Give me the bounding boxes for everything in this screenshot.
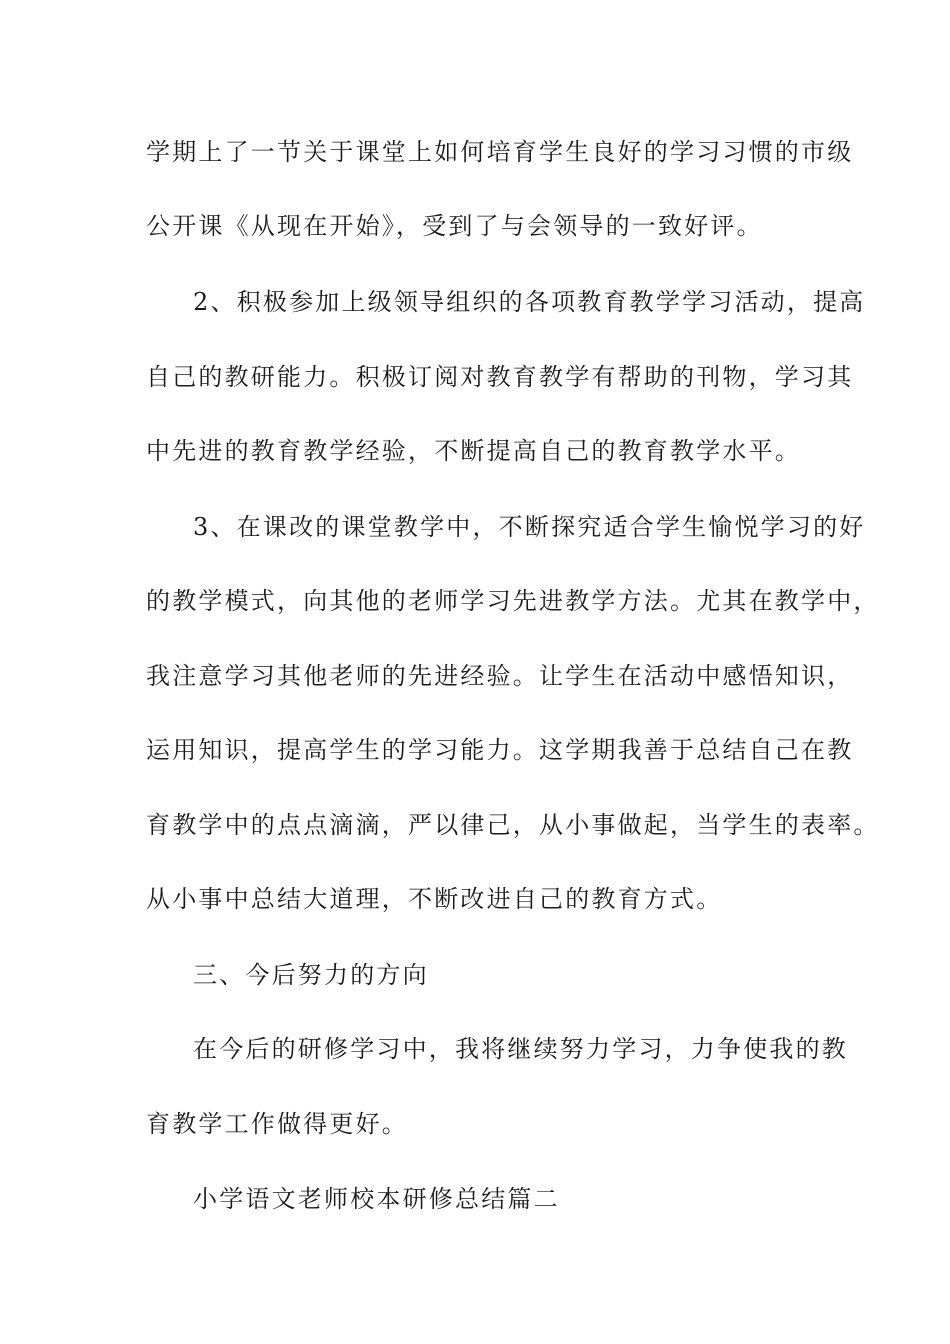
paragraph-line: 中先进的教育教学经验，不断提高自己的教育教学水平。: [146, 437, 801, 465]
paragraph-line: 3、在课改的课堂教学中，不断探究适合学生愉悦学习的好: [193, 513, 866, 541]
section-heading: 三、今后努力的方向: [193, 961, 429, 989]
paragraph-line: 育教学工作做得更好。: [146, 1110, 408, 1138]
paragraph-line: 在今后的研修学习中，我将继续努力学习，力争使我的教: [193, 1035, 848, 1063]
paragraph-line: 运用知识，提高学生的学习能力。这学期我善于总结自己在教: [146, 736, 854, 764]
paragraph-line: 学期上了一节关于课堂上如何培育学生良好的学习习惯的市级: [146, 138, 854, 166]
paragraph-line: 育教学中的点点滴滴，严以律己，从小事做起，当学生的表率。: [146, 811, 880, 839]
paragraph-line: 自己的教研能力。积极订阅对教育教学有帮助的刊物，学习其: [146, 363, 854, 391]
paragraph-line: 我注意学习其他老师的先进经验。让学生在活动中感悟知识，: [146, 662, 854, 690]
paragraph-line: 公开课《从现在开始》，受到了与会领导的一致好评。: [146, 212, 763, 240]
paragraph-line: 从小事中总结大道理，不断改进自己的教育方式。: [146, 885, 723, 913]
paragraph-line: 的教学模式，向其他的老师学习先进教学方法。尤其在教学中，: [146, 587, 880, 615]
paragraph-line: 2、积极参加上级领导组织的各项教育教学学习活动，提高: [193, 288, 866, 316]
article-title: 小学语文老师校本研修总结篇二: [193, 1185, 560, 1213]
